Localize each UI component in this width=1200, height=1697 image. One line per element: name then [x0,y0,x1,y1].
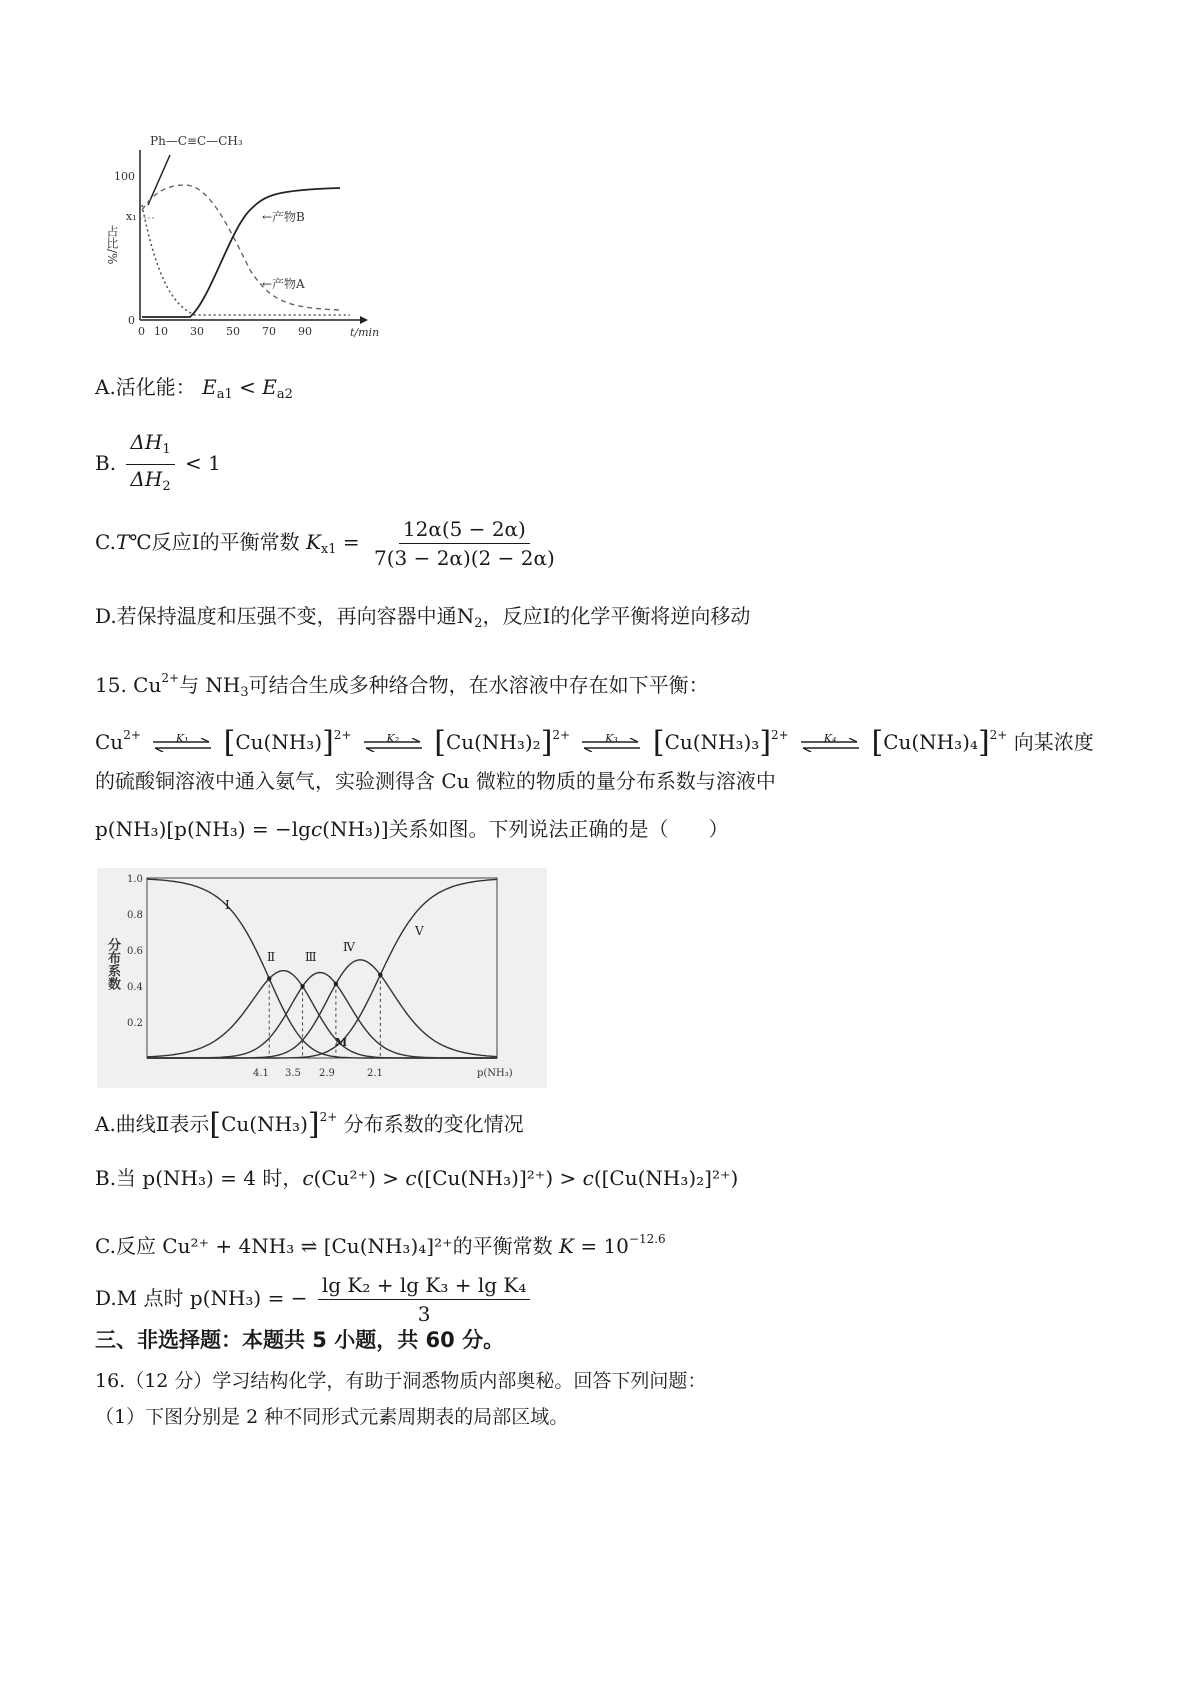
option-a-prefix: A.活化能： [95,375,196,399]
option-c-complex: [Cu(NH₃)₄]²⁺ [323,1234,453,1258]
equals: = [336,530,366,554]
reaction-progress-svg [100,130,400,345]
k1: K₁ [175,731,189,745]
option-d-text1: D.若保持温度和压强不变，再向容器中通 [95,604,457,628]
k-symbol: K [559,1234,574,1258]
option-a-tail: 分布系数的变化情况 [343,1112,524,1136]
curve-label-4: Ⅳ [343,940,355,954]
complex-1: Cu(NH₃) [235,730,323,754]
equilibrium-arrow [151,731,213,754]
option-c-prefix: C. [95,530,116,554]
equilibrium-arrow [580,731,642,754]
x-tick: 10 [154,325,168,338]
reaction-progress-chart [100,130,400,345]
k4: K₄ [823,731,837,745]
option-c-eq: = 10 [573,1234,629,1258]
activation-energy-2: E [262,375,277,399]
kx1-fraction [370,515,559,572]
dist-ytick: 0.8 [127,910,143,921]
distribution-svg [97,868,547,1088]
option-d-text2: ，反应Ⅰ的化学平衡将逆向移动 [482,604,751,628]
q15-option-b [95,1163,738,1193]
curve-label-1: Ⅰ [225,898,230,912]
denominator: ΔH [130,467,163,491]
option-a-text: A.曲线Ⅱ表示 [95,1112,210,1136]
dist-ytick: 0.2 [127,1018,143,1029]
dist-ylabel: 分布系数 [105,938,120,990]
q15-text: 与 NH [179,673,241,697]
line3-a: p(NH₃)[p(NH₃) = −lg [95,817,311,841]
sup: 2+ [123,728,141,742]
option-c-text: C.反应 Cu²⁺ + 4NH₃ ⇌ [95,1234,324,1258]
nitrogen: N [456,604,475,628]
q15-option-c [95,1224,666,1261]
dist-ytick: 0.4 [127,982,143,993]
point-m-label: M [335,1036,348,1049]
temperature: T [115,530,130,554]
x-axis-label: t/min [350,326,380,339]
dist-xmark: 3.5 [285,1068,301,1079]
structure-label: Ph—C≡C—CH₃ [150,134,243,148]
dist-ytick: 0.6 [127,946,143,957]
sub: 2 [162,479,171,494]
y-tick-100: 100 [114,170,135,183]
x-tick: 0 [138,325,145,338]
section-3-heading: 三、非选择题：本题共 5 小题，共 60 分。 [95,1328,505,1352]
conc: c [582,1166,594,1190]
y-axis-label: 占比/% [105,225,119,265]
conc: c [405,1166,417,1190]
q16-intro: 16.（12 分）学习结构化学，有助于洞悉物质内部奥秘。回答下列问题： [95,1370,707,1392]
option-b-c1: ([Cu(NH₃)]²⁺) > [416,1166,583,1190]
option-b-prefix: B. [95,451,117,475]
sub: x1 [320,542,337,557]
option-b-tail: < 1 [184,451,221,475]
q15-number: 15. Cu [95,673,162,697]
q15-line2: 的硫酸铜溶液中通入氨气，实验测得含 Cu 微粒的物质的量分布系数与溶液中 [95,769,776,793]
dist-ytick: 1.0 [127,874,143,885]
x-tick: 70 [262,325,276,338]
equilibrium-constant: K [305,530,321,554]
dist-xlabel: p(NH₃) [477,1068,513,1079]
x-tick: 30 [190,325,204,338]
q15-equilibria: $Cu^{2+}$ K₁ $[Cu(NH_3)]^{2+}$ K₂ $[Cu(NH_3)_2]^{2+}$ K₃ $[Cu(NH_3)_3]^{2+}$ K₄ $[Cu(NH_3)_4]^{2+}$ 向某浓度 [95,725,1094,760]
q16-part1: （1）下图分别是 2 种不同形式元素周期表的局部区域。 [95,1406,569,1428]
conc: c [302,1166,314,1190]
enthalpy-ratio [126,428,174,501]
operator: < [239,375,263,399]
q15-intro [95,663,709,708]
equilibrium-arrow [362,731,424,754]
sup: 2+ [161,671,180,685]
sub: a2 [276,387,293,402]
sub: a1 [216,387,233,402]
denominator: 7(3 − 2α)(2 − 2α) [373,546,555,570]
q15-line3 [95,814,729,844]
distribution-curve-4 [147,960,497,1058]
q15-text: 可结合生成多种络合物，在水溶液中存在如下平衡： [248,673,709,697]
line3-b: (NH₃)]关系如图。下列说法正确的是（ ） [322,817,729,841]
sup: 2+ [319,1110,338,1124]
crossing-point [300,984,304,988]
sub: 2 [474,616,483,631]
product-b-label: ←产物B [262,210,305,224]
sup: 2+ [333,728,352,742]
sup: 2+ [989,728,1008,742]
numerator: ΔH [130,430,163,454]
crossing-point [334,982,338,986]
distribution-curve-1 [147,879,497,1058]
k2: K₂ [386,731,400,745]
y-tick-0: 0 [128,314,135,327]
option-a-complex: Cu(NH₃) [221,1112,308,1136]
m-point-fraction [318,1271,531,1328]
sup: 2+ [552,728,571,742]
option-b-cu: (Cu²⁺) > [313,1166,406,1190]
option-c-text2: 的平衡常数 [452,1234,553,1258]
complex-4: Cu(NH₃)₄ [883,730,978,754]
k3: K₃ [605,731,618,745]
x-tick: 50 [226,325,240,338]
sub: 3 [240,685,249,700]
q15-option-d [95,1268,534,1328]
curve-label-5: Ⅴ [415,924,424,938]
sub: 1 [162,442,171,457]
option-b-c2: ([Cu(NH₃)₂]²⁺) [593,1166,739,1190]
plot-frame [147,878,497,1058]
distribution-curve-2 [147,971,497,1058]
line3-c: c [310,817,323,841]
q14-option-a [95,372,293,410]
exponent: −12.6 [628,1232,666,1246]
numerator: 12α(5 − 2α) [399,515,530,544]
dist-xmark: 2.9 [319,1068,335,1079]
sup: 2+ [771,728,789,742]
eq-tail: 向某浓度 [1013,730,1094,754]
distribution-chart [97,868,547,1088]
product-a-label: ←产物A [262,277,305,291]
dist-xmark: 2.1 [367,1068,383,1079]
curve-label-3: Ⅲ [305,950,317,964]
q15-option-a: A.曲线Ⅱ表示$[Cu(NH_3)]^{2+}$ 分布系数的变化情况 [95,1107,524,1142]
numerator: lg K₂ + lg K₃ + lg K₄ [318,1271,531,1300]
complex-2: Cu(NH₃)₂ [445,730,541,754]
option-c-text: ℃反应Ⅰ的平衡常数 [129,530,300,554]
y-mark-x1: x₁ [126,210,137,223]
crossing-point [378,973,382,977]
crossing-point [267,976,271,980]
q14-option-b [95,428,221,501]
dist-xmark: 4.1 [253,1068,269,1079]
distribution-curve-5 [147,879,497,1058]
cu-ion: Cu [95,730,124,754]
q14-option-c [95,510,563,582]
distribution-curve-3 [147,973,497,1059]
option-b-text: B.当 p(NH₃) = 4 时， [95,1166,303,1190]
complex-3: Cu(NH₃)₃ [664,730,760,754]
x-tick: 90 [298,325,312,338]
denominator: 3 [417,1302,431,1326]
q14-option-d [95,601,750,639]
activation-energy-1: E [202,375,217,399]
option-d-text: D.M 点时 p(NH₃) = − [95,1286,308,1310]
equilibrium-arrow [799,731,861,754]
curve-label-2: Ⅱ [267,950,276,964]
